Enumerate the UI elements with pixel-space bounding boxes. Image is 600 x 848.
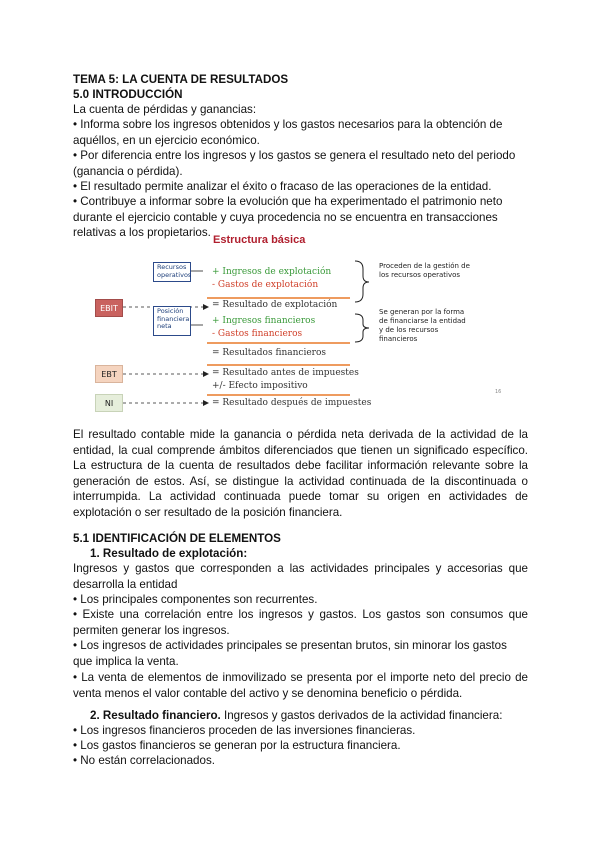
item1-bullet-3: • Los ingresos de actividades principales se presentan brutos, sin minorar los gastos que implica la venta. bbox=[73, 639, 507, 668]
item1-bullet-2: • Existe una correlación entre los ingresos y gastos. Los gastos son consumos que permiten generar los ingresos. bbox=[73, 608, 528, 637]
item2-title: 2. Resultado financiero. bbox=[90, 709, 221, 722]
efecto-impositivo: +/- Efecto impositivo bbox=[212, 381, 308, 391]
slide-number: 16 bbox=[495, 389, 502, 395]
note-posicion-financiera: Se generan por la forma de financiarse la entidad y de los recursos financieros bbox=[379, 308, 466, 343]
note-recursos-operativos: Proceden de la gestión de los recursos operativos bbox=[379, 262, 470, 279]
intro-lead: La cuenta de pérdidas y ganancias: bbox=[73, 103, 257, 116]
intro-bullet-1: • Informa sobre los ingresos obtenidos y los gastos necesarios para la obtención de aquéllos, en un ejercicio económico. bbox=[73, 118, 503, 147]
box-recursos-operativos: Recursos operativos bbox=[153, 262, 191, 282]
ni-label: NI bbox=[95, 394, 123, 412]
item1-title: 1. Resultado de explotación: bbox=[90, 547, 248, 560]
section-heading-identificacion: 5.1 IDENTIFICACIÓN DE ELEMENTOS bbox=[73, 532, 281, 545]
ingresos-explotacion: + Ingresos de explotación bbox=[212, 267, 332, 277]
item1-bullet-4: • La venta de elementos de inmovilizado se presenta por el importe neto del precio de venta menos el valor contable del activo y se denomina beneficio o pérdida. bbox=[73, 671, 528, 700]
item2-rest: Ingresos y gastos derivados de la actividad financiera: bbox=[220, 709, 503, 722]
resultado-explotacion: = Resultado de explotación bbox=[212, 300, 338, 310]
brace-mid bbox=[355, 314, 369, 342]
arrowhead-ni bbox=[203, 400, 209, 406]
item2-heading bbox=[90, 708, 530, 724]
ingresos-financieros: + Ingresos financieros bbox=[212, 316, 316, 326]
ebt-label: EBT bbox=[95, 365, 123, 383]
arrowhead-ebt bbox=[203, 371, 209, 377]
item2-bullet-3: • No están correlacionados. bbox=[73, 754, 215, 767]
item2-bullet-2: • Los gastos financieros se generan por la estructura financiera. bbox=[73, 739, 401, 752]
section-heading-introduccion: 5.0 INTRODUCCIÓN bbox=[73, 88, 183, 101]
gastos-explotacion: - Gastos de explotación bbox=[212, 280, 319, 290]
arrowhead-ebit bbox=[203, 304, 209, 310]
item1-lead: Ingresos y gastos que corresponden a las actividades principales y accesorias que desarrolla la entidad bbox=[73, 562, 528, 591]
item1-bullet-1: • Los principales componentes son recurrentes. bbox=[73, 593, 318, 606]
resultado-antes-impuestos: = Resultado antes de impuestes bbox=[212, 368, 359, 378]
estructura-basica-diagram bbox=[95, 234, 505, 418]
item2-bullet-1: • Los ingresos financieros proceden de las inversiones financieras. bbox=[73, 724, 416, 737]
resultado-despues-impuestos: = Resultado después de impuestes bbox=[212, 398, 372, 408]
diagram-title: Estructura básica bbox=[213, 234, 306, 246]
brace-top bbox=[355, 261, 369, 302]
intro-bullet-4: • Contribuye a informar sobre la evolución que ha experimentado el patrimonio neto durante el ejercicio contable y cuya procedencia no se encuentra en transacciones relativas a los propietarios. bbox=[73, 195, 503, 240]
ebit-label: EBIT bbox=[95, 299, 123, 317]
intro-bullet-2: • Por diferencia entre los ingresos y los gastos se genera el resultado neto del periodo (ganancia o pérdida). bbox=[73, 149, 516, 178]
resultados-financieros: = Resultados financieros bbox=[212, 348, 326, 358]
paragraph-resultado-contable: El resultado contable mide la ganancia o pérdida neta derivada de la actividad de la entidad, la cual comprende ámbitos diferenciados que tienen un significado específico. La estructura de la cuenta de resultados debe facilitar información relevante sobre la generación de estos. Así, se distingue la actividad continuada de la discontinuada o interrumpida. La actividad continuada puede tomar su origen en actividades de explotación o ser resultado de la posición financiera. bbox=[73, 428, 528, 519]
gastos-financieros: - Gastos financieros bbox=[212, 329, 303, 339]
document-title: TEMA 5: LA CUENTA DE RESULTADOS bbox=[73, 73, 289, 86]
intro-bullet-3: • El resultado permite analizar el éxito o fracaso de las operaciones de la entidad. bbox=[73, 180, 492, 193]
box-posicion-financiera: Posición financiera neta bbox=[153, 306, 191, 336]
